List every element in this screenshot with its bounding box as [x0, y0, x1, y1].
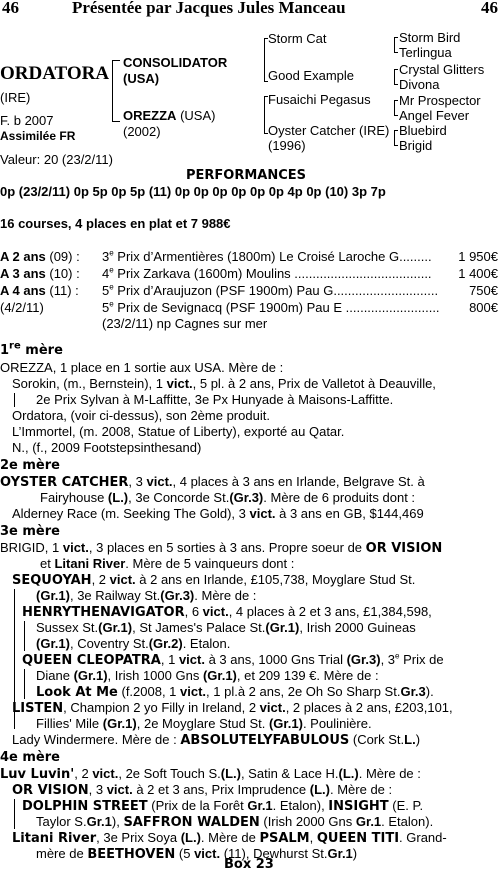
m4-line: mère de BEETHOVEN (5 vict. (11), Dewhurst St.Gr.1)	[36, 846, 358, 862]
perf-row-race: 5e Prix d’Araujuzon (PSF 1900m) Pau G.............................	[102, 282, 439, 298]
ss-name: Storm Cat	[268, 31, 327, 46]
m3-line: Fillies' Mile (Gr.1), 2e Moyglare Stud St. (Gr.1). Poulinière.	[36, 716, 372, 731]
dds-name: Bluebird	[399, 123, 447, 138]
pedigree-line	[264, 96, 265, 134]
performances-line: 0p (23/2/11) 0p 5p 0p 5p (11) 0p 0p 0p 0p 0p 0p 4p 0p (10) 3p 7p	[0, 184, 386, 199]
sire-origin: (USA)	[123, 71, 160, 86]
indent-bar	[14, 799, 15, 829]
m3-line: Lady Windermere. Mère de : ABSOLUTELYFABULOUS (Cork St.L.)	[12, 732, 421, 748]
m1-line: OREZZA, 1 place en 1 sortie aux USA. Mère de :	[0, 360, 284, 375]
perf-row-amount: 1 400€	[458, 266, 498, 281]
m3-line: Sussex St.(Gr.1), St James's Palace St.(Gr.1), Irish 2000 Guineas	[36, 620, 416, 635]
indent-bar	[14, 393, 15, 407]
perf-extra: (23/2/11) np Cagnes sur mer	[102, 316, 268, 331]
perf-row-amount: 750€	[469, 283, 498, 298]
m3-line: (Gr.1), Coventry St.(Gr.2). Etalon.	[36, 636, 231, 651]
m1-line: L’Immortel, (m. 2008, Statue of Liberty), exporté au Qatar.	[12, 424, 345, 439]
perf-row-amount: 800€	[469, 300, 498, 315]
m1-line: 2e Prix Sylvan à M-Laffitte, 3e Px Hunyade à Maisons-Laffitte.	[36, 392, 394, 407]
sd-name: Good Example	[268, 68, 354, 83]
indent-bar	[24, 669, 25, 699]
m3-line: HENRYTHENAVIGATOR, 6 vict., 4 places à 2 et 3 ans, £1,384,598,	[22, 604, 432, 620]
ssd-name: Terlingua	[399, 45, 452, 60]
m4-line: Litani River, 3e Prix Soya (L.). Mère de PSALM, QUEEN TITI. Grand-	[12, 830, 447, 846]
pedigree-line	[112, 60, 120, 61]
m3-line: Look At Me (f.2008, 1 vict., 1 pl.à 2 ans, 2e Oh So Sharp St.Gr.3).	[36, 684, 434, 700]
pedigree-line	[394, 84, 398, 85]
horse-value: Valeur: 20 (23/2/11)	[0, 152, 113, 167]
perf-row-amount: 1 950€	[458, 249, 498, 264]
dd-year: (1996)	[268, 138, 306, 153]
pedigree-line	[112, 60, 113, 122]
pedigree-line	[394, 37, 395, 53]
m4-line: DOLPHIN STREET (Prix de la Forêt Gr.1. Etalon), INSIGHT (E. P.	[22, 798, 424, 814]
m2-line: Alderney Race (m. Seeking The Gold), 3 vict. à 3 ans en GB, $144,469	[12, 506, 424, 521]
m3-line: QUEEN CLEOPATRA, 1 vict. à 3 ans, 1000 Gns Trial (Gr.3), 3e Prix de	[22, 651, 444, 668]
dd-name: Oyster Catcher (IRE)	[268, 123, 390, 138]
assimilee-label: Assimilée FR	[0, 129, 76, 143]
perf-row: A 3 ans (10) :	[0, 266, 80, 281]
page-title: Présentée par Jacques Jules Manceau	[72, 0, 346, 17]
m4-line: OR VISION, 3 vict. à 2 et 3 ans, Prix Imprudence (L.). Mère de :	[12, 782, 393, 798]
section-title-m4: 4e mère	[0, 750, 60, 765]
pedigree-line	[394, 37, 398, 38]
ddd-name: Brigid	[399, 138, 433, 153]
m3-line: LISTEN, Champion 2 yo Filly in Ireland, 2 vict., 2 places à 2 ans, £203,101,	[12, 700, 453, 716]
pedigree-line	[394, 145, 398, 146]
pedigree-line	[112, 121, 120, 122]
perf-row: A 4 ans (11) :	[0, 283, 79, 298]
horse-name: ORDATORA	[0, 63, 110, 84]
performances-summary: 16 courses, 4 places en plat et 7 988€	[0, 216, 231, 231]
m2-line: Fairyhouse (L.), 3e Concorde St.(Gr.3). Mère de 6 produits dont :	[40, 490, 416, 505]
pedigree-line	[394, 52, 398, 53]
perf-row: A 2 ans (09) :	[0, 249, 80, 264]
m3-line: BRIGID, 1 vict., 3 places en 5 sorties à 3 ans. Propre soeur de OR VISION	[0, 540, 443, 556]
section-title-m1: 1re mère	[0, 340, 63, 358]
horse-sex-year: F. b 2007	[0, 113, 54, 128]
sds-name: Crystal Glitters	[399, 62, 485, 77]
section-title-m2: 2e mère	[0, 458, 60, 473]
m4-line: Taylor S.Gr.1), SAFFRON WALDEN (Irish 2000 Gns Gr.1. Etalon).	[36, 814, 434, 830]
page-number-left: 46	[2, 0, 19, 17]
m2-line: OYSTER CATCHER, 3 vict., 4 places à 3 ans en Irlande, Belgrave St. à	[0, 474, 425, 490]
pedigree-line	[394, 115, 398, 116]
m4-line: Luv Luvin', 2 vict., 2e Soft Touch S.(L.), Satin & Lace H.(L.). Mère de :	[0, 766, 421, 782]
box-number: Box 23	[224, 857, 274, 872]
pedigree-line	[264, 38, 265, 82]
horse-origin: (IRE)	[0, 90, 31, 105]
perf-row-race: 3e Prix d’Armentières (1800m) Le Croisé Laroche G.........	[102, 248, 432, 264]
dsd-name: Angel Fever	[399, 108, 470, 123]
dss-name: Mr Prospector	[399, 93, 481, 108]
perf-row: (4/2/11)	[0, 300, 44, 315]
pedigree-line	[394, 130, 395, 146]
pedigree-line	[394, 69, 395, 85]
m3-line: SEQUOYAH, 2 vict. à 2 ans en Irlande, £105,738, Moyglare Stud St.	[12, 572, 416, 588]
pedigree-line	[394, 100, 398, 101]
m3-line: Diane (Gr.1), Irish 1000 Gns (Gr.1), et 209 139 €. Mère de :	[36, 668, 379, 683]
m3-line: (Gr.1), 3e Railway St.(Gr.3). Mère de :	[36, 588, 257, 603]
page-number-right: 46	[481, 0, 498, 17]
pedigree-line	[394, 130, 398, 131]
section-title-m3: 3e mère	[0, 524, 60, 539]
m1-line: N., (f., 2009 Footstepsinthesand)	[12, 440, 202, 455]
performances-title: PERFORMANCES	[186, 168, 307, 183]
perf-row-race: 4e Prix Zarkava (1600m) Moulins ......................................	[102, 265, 432, 281]
indent-bar	[24, 621, 25, 651]
dam-year: (2002)	[123, 124, 161, 139]
ds-name: Fusaichi Pegasus	[268, 92, 371, 107]
sire-name: CONSOLIDATOR	[123, 55, 228, 70]
perf-row-race: 5e Prix de Sevignacq (PSF 1900m) Pau E ..........................	[102, 299, 440, 315]
m3-line: et Litani River. Mère de 5 vainqueurs dont :	[40, 556, 295, 571]
sdd-name: Divona	[399, 77, 440, 92]
dam-name: OREZZA (USA)	[123, 108, 216, 123]
m1-line: Ordatora, (voir ci-dessus), son 2ème produit.	[12, 408, 270, 423]
m1-line: Sorokin, (m., Bernstein), 1 vict., 5 pl. à 2 ans, Prix de Valletot à Deauville,	[12, 376, 436, 391]
pedigree-line	[394, 100, 395, 116]
pedigree-line	[394, 69, 398, 70]
sss-name: Storm Bird	[399, 30, 461, 45]
